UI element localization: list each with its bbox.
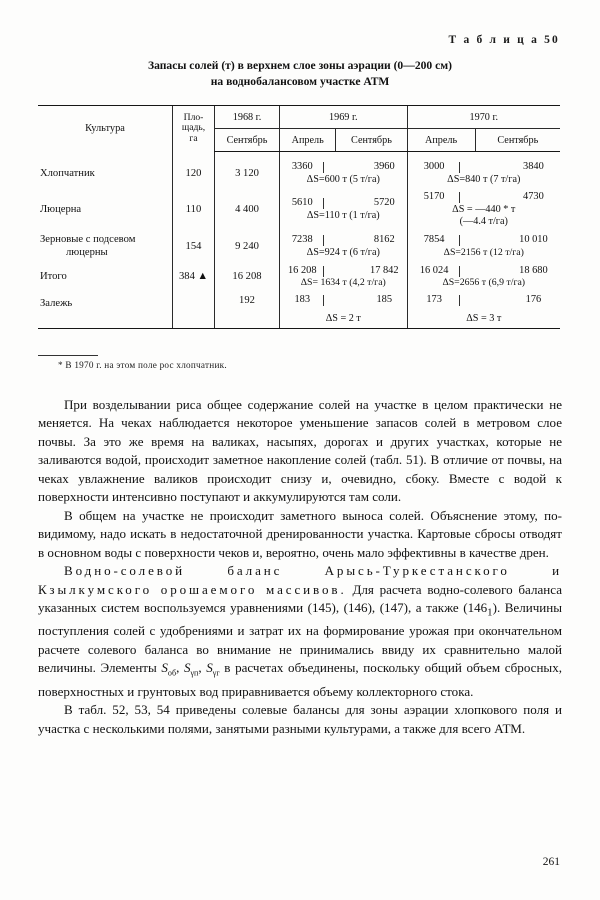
row-pair-1970 xyxy=(410,294,558,307)
row-value-1970-sep: 18 680 xyxy=(519,264,548,276)
row-pair-1970 xyxy=(410,234,558,247)
row-delta-1970: ΔS=840 т (7 т/га) xyxy=(447,173,521,185)
table-number-label: Т а б л и ц а 50 xyxy=(448,34,560,46)
table-row xyxy=(38,292,560,328)
symbol-s-gamma-g-sub: γг xyxy=(212,668,220,678)
column-divider-tick xyxy=(323,295,365,306)
row-culture xyxy=(38,292,173,328)
column-divider-tick xyxy=(459,162,509,173)
row-group-1970 xyxy=(407,152,560,189)
paragraph-2: В общем на участке не происходит заметного выноса солей. Объяснение этому, по-видимому, надо искать в недостаточной дренированности участка. Картовые сбросы отводят в основном воды с поверхности чеков и, вероятно, очень мало эффективны в качестве дрен. xyxy=(38,507,562,560)
row-pair-1970 xyxy=(410,265,558,278)
row-value-1968-sep: 192 xyxy=(215,292,280,328)
header-month-1969-april: Апрель xyxy=(280,129,336,152)
row-pair-1969 xyxy=(282,197,405,210)
row-value-1969-apr: 7238 xyxy=(291,233,313,245)
table-row xyxy=(38,152,560,189)
table-footnote xyxy=(38,355,558,370)
row-group-1969 xyxy=(280,189,408,231)
column-divider-tick xyxy=(323,198,365,209)
row-delta-1969: ΔS=600 т (5 т/га) xyxy=(306,173,380,185)
row-culture-label: Хлопчатник xyxy=(40,167,95,179)
row-pair-1970 xyxy=(410,161,558,174)
header-month-1968-september: Сентябрь xyxy=(215,129,280,152)
row-group-1970 xyxy=(407,231,560,262)
paragraph-3-text-b: ). Величины поступления солей с удобрениями и затрат их на формирование урожая при окончательном расчете солевого баланса во внимание не принимались ввиду их сравнительно малой величины. Элементы xyxy=(38,599,563,675)
row-value-1969-sep: 8162 xyxy=(373,233,395,245)
row-delta-1970-extra: (—4.4 т/га) xyxy=(459,215,508,227)
row-value-1968-sep: 3 120 xyxy=(215,152,280,189)
row-value-1970-apr: 5170 xyxy=(423,190,445,202)
symbol-s-gamma-g xyxy=(206,659,220,678)
header-culture: Культура xyxy=(38,106,173,152)
row-culture xyxy=(38,231,173,262)
footnote-text: * В 1970 г. на этом поле рос хлопчатник. xyxy=(58,360,227,370)
row-pair-1969 xyxy=(282,294,405,307)
row-group-1970 xyxy=(407,292,560,328)
symbol-s-gamma-g-base: S xyxy=(206,659,213,675)
row-value-1970-sep: 3840 xyxy=(523,161,544,172)
header-month-1970-september: Сентябрь xyxy=(475,129,560,152)
row-delta-1970: ΔS=2156 т (12 т/га) xyxy=(443,246,524,258)
row-area: 154 xyxy=(173,231,215,262)
header-area xyxy=(173,106,215,152)
symbol-separator-2: , xyxy=(198,659,207,675)
row-value-1969-sep: 5720 xyxy=(373,197,395,209)
row-delta-1970: ΔS = —440 * т xyxy=(452,203,516,215)
table-title xyxy=(38,58,562,91)
equation-subscript: 1 xyxy=(487,606,493,619)
paragraph-1: При возделывании риса общее содержание солей на участке в целом практически не меняется. На чеках наблюдается некоторое уменьшение запасов солей в метровом слое почвы. За это же время на валиках, насыпях, дорогах и других участках, которые не заливаются водой, происходит заметное накопление солей (табл. 51). В отличие от почвы, на чеках увлажнение валиков происходит снизу и, очевидно, сбоку. Вместе с водой к поверхности интенсивно поступают и аккумулируются там соли. xyxy=(38,397,562,505)
column-divider-tick xyxy=(323,162,365,173)
row-delta-1969: ΔS=924 т (6 т/га) xyxy=(306,246,380,258)
column-divider-tick xyxy=(459,192,509,203)
row-value-1969-sep: 3960 xyxy=(373,161,395,172)
row-area xyxy=(173,292,215,328)
row-group-1969 xyxy=(280,231,408,262)
row-value-1969-apr: 16 208 xyxy=(287,264,317,276)
header-area-line-3: га xyxy=(189,133,198,145)
paragraph-3 xyxy=(38,562,562,701)
salt-reserves-table xyxy=(38,105,560,329)
body-text xyxy=(38,396,562,738)
symbol-s-gamma-p-base: S xyxy=(183,659,191,675)
row-culture-label: Люцерна xyxy=(40,203,82,215)
table-row xyxy=(38,231,560,262)
row-value-1969-sep: 17 842 xyxy=(370,264,399,276)
row-delta-1969: ΔS=110 т (1 т/га) xyxy=(306,209,380,221)
row-pair-1969 xyxy=(282,161,405,174)
row-value-1969-sep: 185 xyxy=(376,293,393,305)
row-value-1969-apr: 5610 xyxy=(291,197,313,209)
row-culture-label: Итого xyxy=(40,271,67,283)
row-value-1969-apr: 3360 xyxy=(291,161,313,172)
row-value-1970-apr: 7854 xyxy=(423,234,445,246)
header-month-1970-april: Апрель xyxy=(407,129,475,152)
column-divider-tick xyxy=(459,235,509,246)
row-area: 120 xyxy=(173,152,215,189)
table-row xyxy=(38,263,560,292)
row-delta-1969: ΔS = 2 т xyxy=(325,312,361,324)
column-divider-tick xyxy=(459,266,509,277)
row-group-1969 xyxy=(280,292,408,328)
row-value-1970-apr: 3000 xyxy=(423,161,445,172)
table-title-line-1: Запасы солей (т) в верхнем слое зоны аэрации (0—200 см) xyxy=(147,59,453,72)
row-area: 110 xyxy=(173,189,215,231)
row-culture-label: Залежь xyxy=(40,298,73,310)
row-value-1968-sep: 16 208 xyxy=(215,263,280,292)
row-value-1970-apr: 173 xyxy=(426,293,442,305)
symbol-s-gamma-p-sub: γп xyxy=(190,668,199,678)
row-group-1969 xyxy=(280,152,408,189)
row-culture-label: Зерновые с подсевом xyxy=(40,234,136,246)
row-pair-1969 xyxy=(282,265,405,278)
row-value-1968-sep: 9 240 xyxy=(215,231,280,262)
symbol-s-ob xyxy=(161,659,177,678)
header-year-1969: 1969 г. xyxy=(280,106,408,129)
row-culture xyxy=(38,189,173,231)
symbol-s-ob-sub: об xyxy=(167,668,177,678)
table-body xyxy=(38,152,560,329)
row-delta-1970: ΔS = 3 т xyxy=(466,312,502,324)
row-group-1970 xyxy=(407,189,560,231)
row-delta-1970: ΔS=2656 т (6,9 т/га) xyxy=(442,277,526,289)
row-group-1970 xyxy=(407,263,560,292)
row-pair-1969 xyxy=(282,234,405,247)
row-culture xyxy=(38,152,173,189)
row-culture xyxy=(38,263,173,292)
row-value-1970-apr: 16 024 xyxy=(419,264,449,276)
row-delta-1969: ΔS= 1634 т (4,2 т/га) xyxy=(300,277,386,289)
table-header xyxy=(38,106,560,152)
row-group-1969 xyxy=(280,263,408,292)
row-value-1969-apr: 183 xyxy=(294,293,311,305)
row-culture-label-cont: люцерны xyxy=(66,247,108,259)
column-divider-tick xyxy=(323,235,365,246)
row-pair-1970 xyxy=(410,191,558,204)
header-row-years xyxy=(38,106,560,129)
paragraph-3-heading: Водно-солевой баланс Арысь-Туркестанского и Кзылкумского орошаемого массивов. xyxy=(38,563,562,597)
symbol-s-ob-base: S xyxy=(161,659,168,675)
row-value-1970-sep: 176 xyxy=(525,293,542,305)
header-area-line-1: Пло- xyxy=(183,111,204,123)
table-title-line-2: на воднобалансовом участке АТМ xyxy=(210,75,390,89)
page-number: 261 xyxy=(542,856,560,868)
header-month-1969-september: Сентябрь xyxy=(336,129,407,152)
table-row xyxy=(38,189,560,231)
paragraph-3-text-a: Для расчета водно-солевого баланса указанных систем воспользуемся уравнениями (145), (146), (147), а также (146 xyxy=(38,581,562,615)
symbol-separator-1: , xyxy=(176,659,184,675)
column-divider-tick xyxy=(459,295,509,306)
paragraph-3-text-c: в расчетах объединены, поскольку общий объем сбросных, поверхностных и грунтовых вод приравнивается объему коллекторного стока. xyxy=(38,659,562,700)
column-divider-tick xyxy=(323,266,365,277)
header-year-1970: 1970 г. xyxy=(407,106,560,129)
symbol-s-gamma-p xyxy=(183,659,199,678)
footnote-rule xyxy=(38,355,98,356)
row-value-1970-sep: 10 010 xyxy=(519,234,548,246)
row-value-1970-sep: 4730 xyxy=(523,190,544,202)
row-value-1968-sep: 4 400 xyxy=(215,189,280,231)
paragraph-4: В табл. 52, 53, 54 приведены солевые балансы для зоны аэрации хлопкового поля и участка с несколькими полями, занятыми разными культурами, а также для всего АТМ. xyxy=(38,702,562,736)
row-area: 384 ▲ xyxy=(173,263,215,292)
header-area-line-2: щадь, xyxy=(181,122,206,134)
header-year-1968: 1968 г. xyxy=(215,106,280,129)
